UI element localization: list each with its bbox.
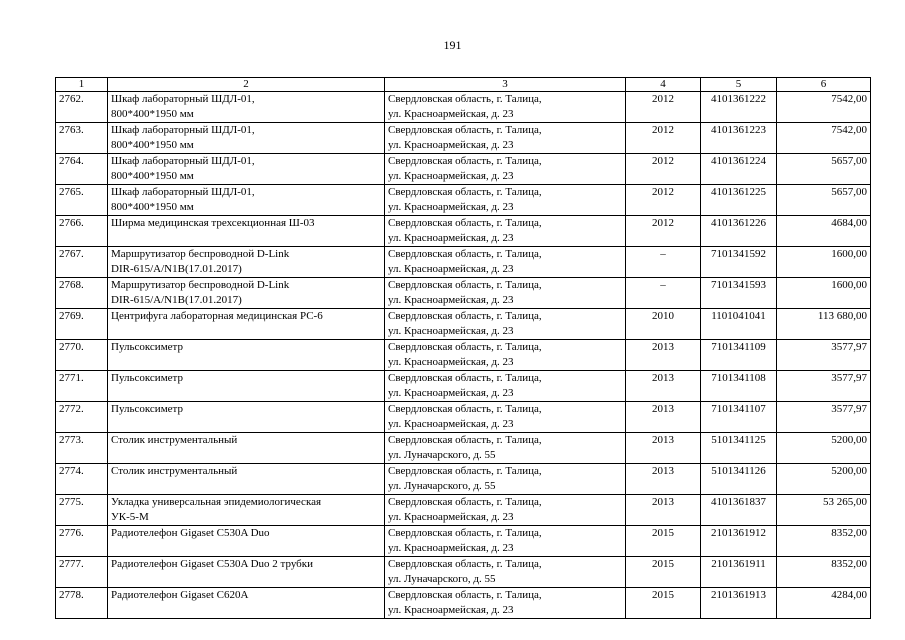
item-name-cell: [108, 309, 385, 340]
column-header: 4: [626, 78, 701, 92]
inventory-number-cell: [701, 278, 777, 309]
address-cell: [385, 588, 626, 619]
address-cell-line: ул. Красноармейская, д. 23: [388, 201, 514, 213]
row-number-cell: [56, 216, 108, 247]
cost-cell: [777, 526, 871, 557]
address-cell: [385, 185, 626, 216]
item-name-cell-line: Пульсоксиметр: [111, 341, 183, 353]
table-row: [56, 557, 871, 588]
inventory-number-cell: [701, 495, 777, 526]
year-cell: [626, 371, 701, 402]
cost-cell-line: 5657,00: [831, 186, 867, 198]
address-cell-line: ул. Луначарского, д. 55: [388, 449, 496, 461]
cost-cell: [777, 557, 871, 588]
address-cell-line: Свердловская область, г. Талица,: [388, 341, 542, 353]
item-name-cell-line: [111, 386, 381, 401]
year-cell-line: 2012: [652, 186, 674, 198]
year-cell: [626, 185, 701, 216]
address-cell-line: Свердловская область, г. Талица,: [388, 248, 542, 260]
row-number-cell: [56, 92, 108, 123]
column-header: 1: [56, 78, 108, 92]
year-cell-line: –: [660, 279, 666, 291]
item-name-cell-line: [111, 572, 381, 587]
table-row: [56, 123, 871, 154]
address-cell-line: Свердловская область, г. Талица,: [388, 465, 542, 477]
inventory-number-cell-line: 7101341593: [711, 279, 766, 291]
inventory-number-cell: [701, 247, 777, 278]
year-cell-line: 2012: [652, 124, 674, 136]
row-number-cell-line: 2764.: [59, 155, 84, 167]
address-cell-line: Свердловская область, г. Талица,: [388, 434, 542, 446]
item-name-cell-line: [111, 231, 381, 246]
year-cell: [626, 340, 701, 371]
table-row: [56, 185, 871, 216]
item-name-cell-line: Столик инструментальный: [111, 465, 238, 477]
cost-cell: [777, 495, 871, 526]
year-cell: [626, 402, 701, 433]
address-cell-line: ул. Луначарского, д. 55: [388, 573, 496, 585]
table-row: [56, 309, 871, 340]
cost-cell: [777, 216, 871, 247]
row-number-cell-line: 2772.: [59, 403, 84, 415]
address-cell-line: ул. Красноармейская, д. 23: [388, 263, 514, 275]
page-number: 191: [443, 38, 462, 52]
item-name-cell: [108, 495, 385, 526]
inventory-number-cell: [701, 340, 777, 371]
year-cell-line: 2013: [652, 341, 674, 353]
year-cell: [626, 216, 701, 247]
row-number-cell-line: 2767.: [59, 248, 84, 260]
address-cell: [385, 92, 626, 123]
cost-cell-line: 53 265,00: [823, 496, 867, 508]
address-cell: [385, 123, 626, 154]
row-number-cell-line: 2774.: [59, 465, 84, 477]
cost-cell: [777, 278, 871, 309]
table-row: [56, 216, 871, 247]
address-cell-line: ул. Красноармейская, д. 23: [388, 170, 514, 182]
cost-cell: [777, 340, 871, 371]
cost-cell-line: 8352,00: [831, 558, 867, 570]
address-cell: [385, 216, 626, 247]
address-cell-line: ул. Красноармейская, д. 23: [388, 356, 514, 368]
inventory-number-cell: [701, 309, 777, 340]
row-number-cell-line: 2776.: [59, 527, 84, 539]
year-cell-line: 2015: [652, 589, 674, 601]
inventory-number-cell-line: 5101341126: [711, 465, 766, 477]
inventory-number-cell-line: 4101361226: [711, 217, 766, 229]
year-cell: [626, 495, 701, 526]
row-number-cell: [56, 154, 108, 185]
inventory-number-cell-line: 7101341592: [711, 248, 766, 260]
inventory-number-cell-line: 4101361222: [711, 93, 766, 105]
row-number-cell-line: 2771.: [59, 372, 84, 384]
year-cell: [626, 309, 701, 340]
row-number-cell: [56, 588, 108, 619]
item-name-cell-line: 800*400*1950 мм: [111, 170, 194, 182]
cost-cell: [777, 309, 871, 340]
row-number-cell: [56, 185, 108, 216]
item-name-cell-line: 800*400*1950 мм: [111, 139, 194, 151]
item-name-cell: [108, 402, 385, 433]
row-number-cell-line: 2777.: [59, 558, 84, 570]
item-name-cell: [108, 557, 385, 588]
item-name-cell-line: DIR-615/A/N1B(17.01.2017): [111, 263, 242, 275]
table-row: [56, 588, 871, 619]
address-cell-line: Свердловская область, г. Талица,: [388, 155, 542, 167]
inventory-number-cell: [701, 123, 777, 154]
address-cell-line: ул. Красноармейская, д. 23: [388, 542, 514, 554]
row-number-cell: [56, 557, 108, 588]
table-row: [56, 92, 871, 123]
year-cell: [626, 464, 701, 495]
table-header-row: [56, 78, 871, 92]
address-cell: [385, 247, 626, 278]
cost-cell: [777, 123, 871, 154]
cost-cell-line: 5657,00: [831, 155, 867, 167]
item-name-cell-line: [111, 479, 381, 494]
item-name-cell-line: Столик инструментальный: [111, 434, 238, 446]
item-name-cell-line: Пульсоксиметр: [111, 403, 183, 415]
address-cell-line: Свердловская область, г. Талица,: [388, 279, 542, 291]
inventory-number-cell-line: 2101361911: [711, 558, 766, 570]
year-cell-line: 2010: [652, 310, 674, 322]
year-cell: [626, 557, 701, 588]
cost-cell: [777, 402, 871, 433]
address-cell-line: ул. Красноармейская, д. 23: [388, 232, 514, 244]
cost-cell-line: 1600,00: [831, 248, 867, 260]
year-cell: [626, 123, 701, 154]
year-cell: [626, 433, 701, 464]
item-name-cell: [108, 92, 385, 123]
address-cell-line: Свердловская область, г. Талица,: [388, 124, 542, 136]
inventory-number-cell-line: 2101361912: [711, 527, 766, 539]
row-number-cell: [56, 371, 108, 402]
row-number-cell: [56, 495, 108, 526]
item-name-cell: [108, 278, 385, 309]
item-name-cell-line: Радиотелефон Gigaset C530A Duo 2 трубки: [111, 558, 313, 570]
year-cell-line: –: [660, 248, 666, 260]
year-cell: [626, 588, 701, 619]
row-number-cell-line: 2769.: [59, 310, 84, 322]
row-number-cell-line: 2768.: [59, 279, 84, 291]
address-cell: [385, 495, 626, 526]
inventory-number-cell: [701, 464, 777, 495]
address-cell: [385, 278, 626, 309]
inventory-number-cell-line: 4101361837: [711, 496, 766, 508]
inventory-number-cell: [701, 557, 777, 588]
year-cell-line: 2013: [652, 465, 674, 477]
row-number-cell: [56, 433, 108, 464]
year-cell-line: 2012: [652, 155, 674, 167]
item-name-cell-line: Шкаф лабораторный ШДЛ-01,: [111, 186, 255, 198]
column-header: 3: [385, 78, 626, 92]
inventory-number-cell: [701, 92, 777, 123]
year-cell-line: 2013: [652, 403, 674, 415]
item-name-cell: [108, 185, 385, 216]
year-cell-line: 2015: [652, 527, 674, 539]
cost-cell: [777, 247, 871, 278]
item-name-cell-line: [111, 603, 381, 618]
address-cell-line: Свердловская область, г. Талица,: [388, 186, 542, 198]
table-row: [56, 278, 871, 309]
year-cell-line: 2013: [652, 434, 674, 446]
inventory-number-cell-line: 1101041041: [711, 310, 766, 322]
item-name-cell: [108, 371, 385, 402]
row-number-cell: [56, 526, 108, 557]
item-name-cell: [108, 247, 385, 278]
inventory-number-cell: [701, 216, 777, 247]
address-cell-line: ул. Красноармейская, д. 23: [388, 325, 514, 337]
item-name-cell-line: Шкаф лабораторный ШДЛ-01,: [111, 124, 255, 136]
cost-cell: [777, 464, 871, 495]
address-cell: [385, 464, 626, 495]
item-name-cell: [108, 588, 385, 619]
item-name-cell-line: Центрифуга лабораторная медицинская РС-6: [111, 310, 323, 322]
cost-cell-line: 4284,00: [831, 589, 867, 601]
column-header: 6: [777, 78, 871, 92]
inventory-number-cell-line: 4101361225: [711, 186, 766, 198]
item-name-cell-line: [111, 324, 381, 339]
item-name-cell-line: DIR-615/A/N1B(17.01.2017): [111, 294, 242, 306]
cost-cell: [777, 154, 871, 185]
address-cell-line: ул. Красноармейская, д. 23: [388, 139, 514, 151]
address-cell-line: ул. Красноармейская, д. 23: [388, 294, 514, 306]
year-cell-line: 2013: [652, 496, 674, 508]
address-cell: [385, 526, 626, 557]
row-number-cell-line: 2762.: [59, 93, 84, 105]
item-name-cell-line: Шкаф лабораторный ШДЛ-01,: [111, 155, 255, 167]
address-cell-line: ул. Красноармейская, д. 23: [388, 418, 514, 430]
item-name-cell: [108, 340, 385, 371]
row-number-cell-line: 2763.: [59, 124, 84, 136]
row-number-cell: [56, 247, 108, 278]
cost-cell-line: 113 680,00: [817, 310, 867, 322]
year-cell: [626, 526, 701, 557]
cost-cell: [777, 371, 871, 402]
item-name-cell-line: [111, 448, 381, 463]
cost-cell-line: 3577,97: [831, 341, 867, 353]
item-name-cell-line: Пульсоксиметр: [111, 372, 183, 384]
table-row: [56, 433, 871, 464]
year-cell: [626, 278, 701, 309]
row-number-cell: [56, 123, 108, 154]
table-row: [56, 371, 871, 402]
address-cell-line: Свердловская область, г. Талица,: [388, 310, 542, 322]
inventory-number-cell-line: 7101341107: [711, 403, 766, 415]
inventory-number-cell-line: 5101341125: [711, 434, 766, 446]
cost-cell: [777, 185, 871, 216]
property-registry-table: [55, 77, 871, 619]
cost-cell-line: 1600,00: [831, 279, 867, 291]
year-cell: [626, 154, 701, 185]
item-name-cell-line: Маршрутизатор беспроводной D-Link: [111, 248, 290, 260]
year-cell: [626, 247, 701, 278]
cost-cell: [777, 433, 871, 464]
address-cell-line: ул. Красноармейская, д. 23: [388, 108, 514, 120]
row-number-cell-line: 2775.: [59, 496, 84, 508]
item-name-cell-line: УК-5-М: [111, 511, 149, 523]
item-name-cell: [108, 216, 385, 247]
inventory-number-cell: [701, 588, 777, 619]
item-name-cell-line: 800*400*1950 мм: [111, 108, 194, 120]
year-cell-line: 2012: [652, 93, 674, 105]
item-name-cell-line: Укладка универсальная эпидемиологическая: [111, 496, 322, 508]
row-number-cell: [56, 309, 108, 340]
item-name-cell-line: 800*400*1950 мм: [111, 201, 194, 213]
cost-cell: [777, 92, 871, 123]
item-name-cell-line: [111, 355, 381, 370]
item-name-cell: [108, 154, 385, 185]
item-name-cell-line: Радиотелефон Gigaset C620A: [111, 589, 249, 601]
address-cell-line: Свердловская область, г. Талица,: [388, 558, 542, 570]
item-name-cell-line: Шкаф лабораторный ШДЛ-01,: [111, 93, 255, 105]
item-name-cell-line: [111, 417, 381, 432]
cost-cell-line: 3577,97: [831, 403, 867, 415]
inventory-number-cell: [701, 433, 777, 464]
inventory-number-cell-line: 7101341109: [711, 341, 766, 353]
inventory-number-cell-line: 7101341108: [711, 372, 766, 384]
address-cell-line: Свердловская область, г. Талица,: [388, 93, 542, 105]
item-name-cell: [108, 433, 385, 464]
address-cell-line: Свердловская область, г. Талица,: [388, 372, 542, 384]
address-cell: [385, 371, 626, 402]
address-cell-line: Свердловская область, г. Талица,: [388, 589, 542, 601]
year-cell-line: 2012: [652, 217, 674, 229]
cost-cell: [777, 588, 871, 619]
item-name-cell: [108, 123, 385, 154]
row-number-cell: [56, 402, 108, 433]
table-row: [56, 495, 871, 526]
inventory-number-cell: [701, 154, 777, 185]
row-number-cell-line: 2770.: [59, 341, 84, 353]
item-name-cell-line: [111, 541, 381, 556]
inventory-number-cell: [701, 185, 777, 216]
address-cell-line: ул. Красноармейская, д. 23: [388, 387, 514, 399]
inventory-number-cell: [701, 402, 777, 433]
table-row: [56, 247, 871, 278]
row-number-cell-line: 2778.: [59, 589, 84, 601]
address-cell-line: ул. Луначарского, д. 55: [388, 480, 496, 492]
address-cell-line: ул. Красноармейская, д. 23: [388, 604, 514, 616]
year-cell-line: 2015: [652, 558, 674, 570]
row-number-cell-line: 2773.: [59, 434, 84, 446]
cost-cell-line: 8352,00: [831, 527, 867, 539]
row-number-cell-line: 2765.: [59, 186, 84, 198]
row-number-cell: [56, 278, 108, 309]
cost-cell-line: 5200,00: [831, 434, 867, 446]
table-row: [56, 526, 871, 557]
address-cell-line: Свердловская область, г. Талица,: [388, 496, 542, 508]
column-header: 5: [701, 78, 777, 92]
cost-cell-line: 7542,00: [831, 124, 867, 136]
column-header: 2: [108, 78, 385, 92]
cost-cell-line: 3577,97: [831, 372, 867, 384]
row-number-cell-line: 2766.: [59, 217, 84, 229]
address-cell: [385, 154, 626, 185]
cost-cell-line: 4684,00: [831, 217, 867, 229]
cost-cell-line: 5200,00: [831, 465, 867, 477]
item-name-cell-line: Маршрутизатор беспроводной D-Link: [111, 279, 290, 291]
address-cell: [385, 433, 626, 464]
address-cell: [385, 340, 626, 371]
table-row: [56, 402, 871, 433]
item-name-cell: [108, 526, 385, 557]
address-cell: [385, 309, 626, 340]
year-cell: [626, 92, 701, 123]
item-name-cell: [108, 464, 385, 495]
address-cell-line: Свердловская область, г. Талица,: [388, 403, 542, 415]
address-cell: [385, 402, 626, 433]
address-cell: [385, 557, 626, 588]
inventory-number-cell-line: 4101361223: [711, 124, 766, 136]
item-name-cell-line: Ширма медицинская трехсекционная Ш-03: [111, 217, 315, 229]
inventory-number-cell-line: 2101361913: [711, 589, 766, 601]
address-cell-line: Свердловская область, г. Талица,: [388, 217, 542, 229]
year-cell-line: 2013: [652, 372, 674, 384]
inventory-number-cell: [701, 526, 777, 557]
table-row: [56, 340, 871, 371]
item-name-cell-line: Радиотелефон Gigaset C530A Duo: [111, 527, 270, 539]
table-row: [56, 154, 871, 185]
row-number-cell: [56, 340, 108, 371]
cost-cell-line: 7542,00: [831, 93, 867, 105]
inventory-number-cell: [701, 371, 777, 402]
inventory-number-cell-line: 4101361224: [711, 155, 766, 167]
row-number-cell: [56, 464, 108, 495]
address-cell-line: Свердловская область, г. Талица,: [388, 527, 542, 539]
address-cell-line: ул. Красноармейская, д. 23: [388, 511, 514, 523]
table-row: [56, 464, 871, 495]
